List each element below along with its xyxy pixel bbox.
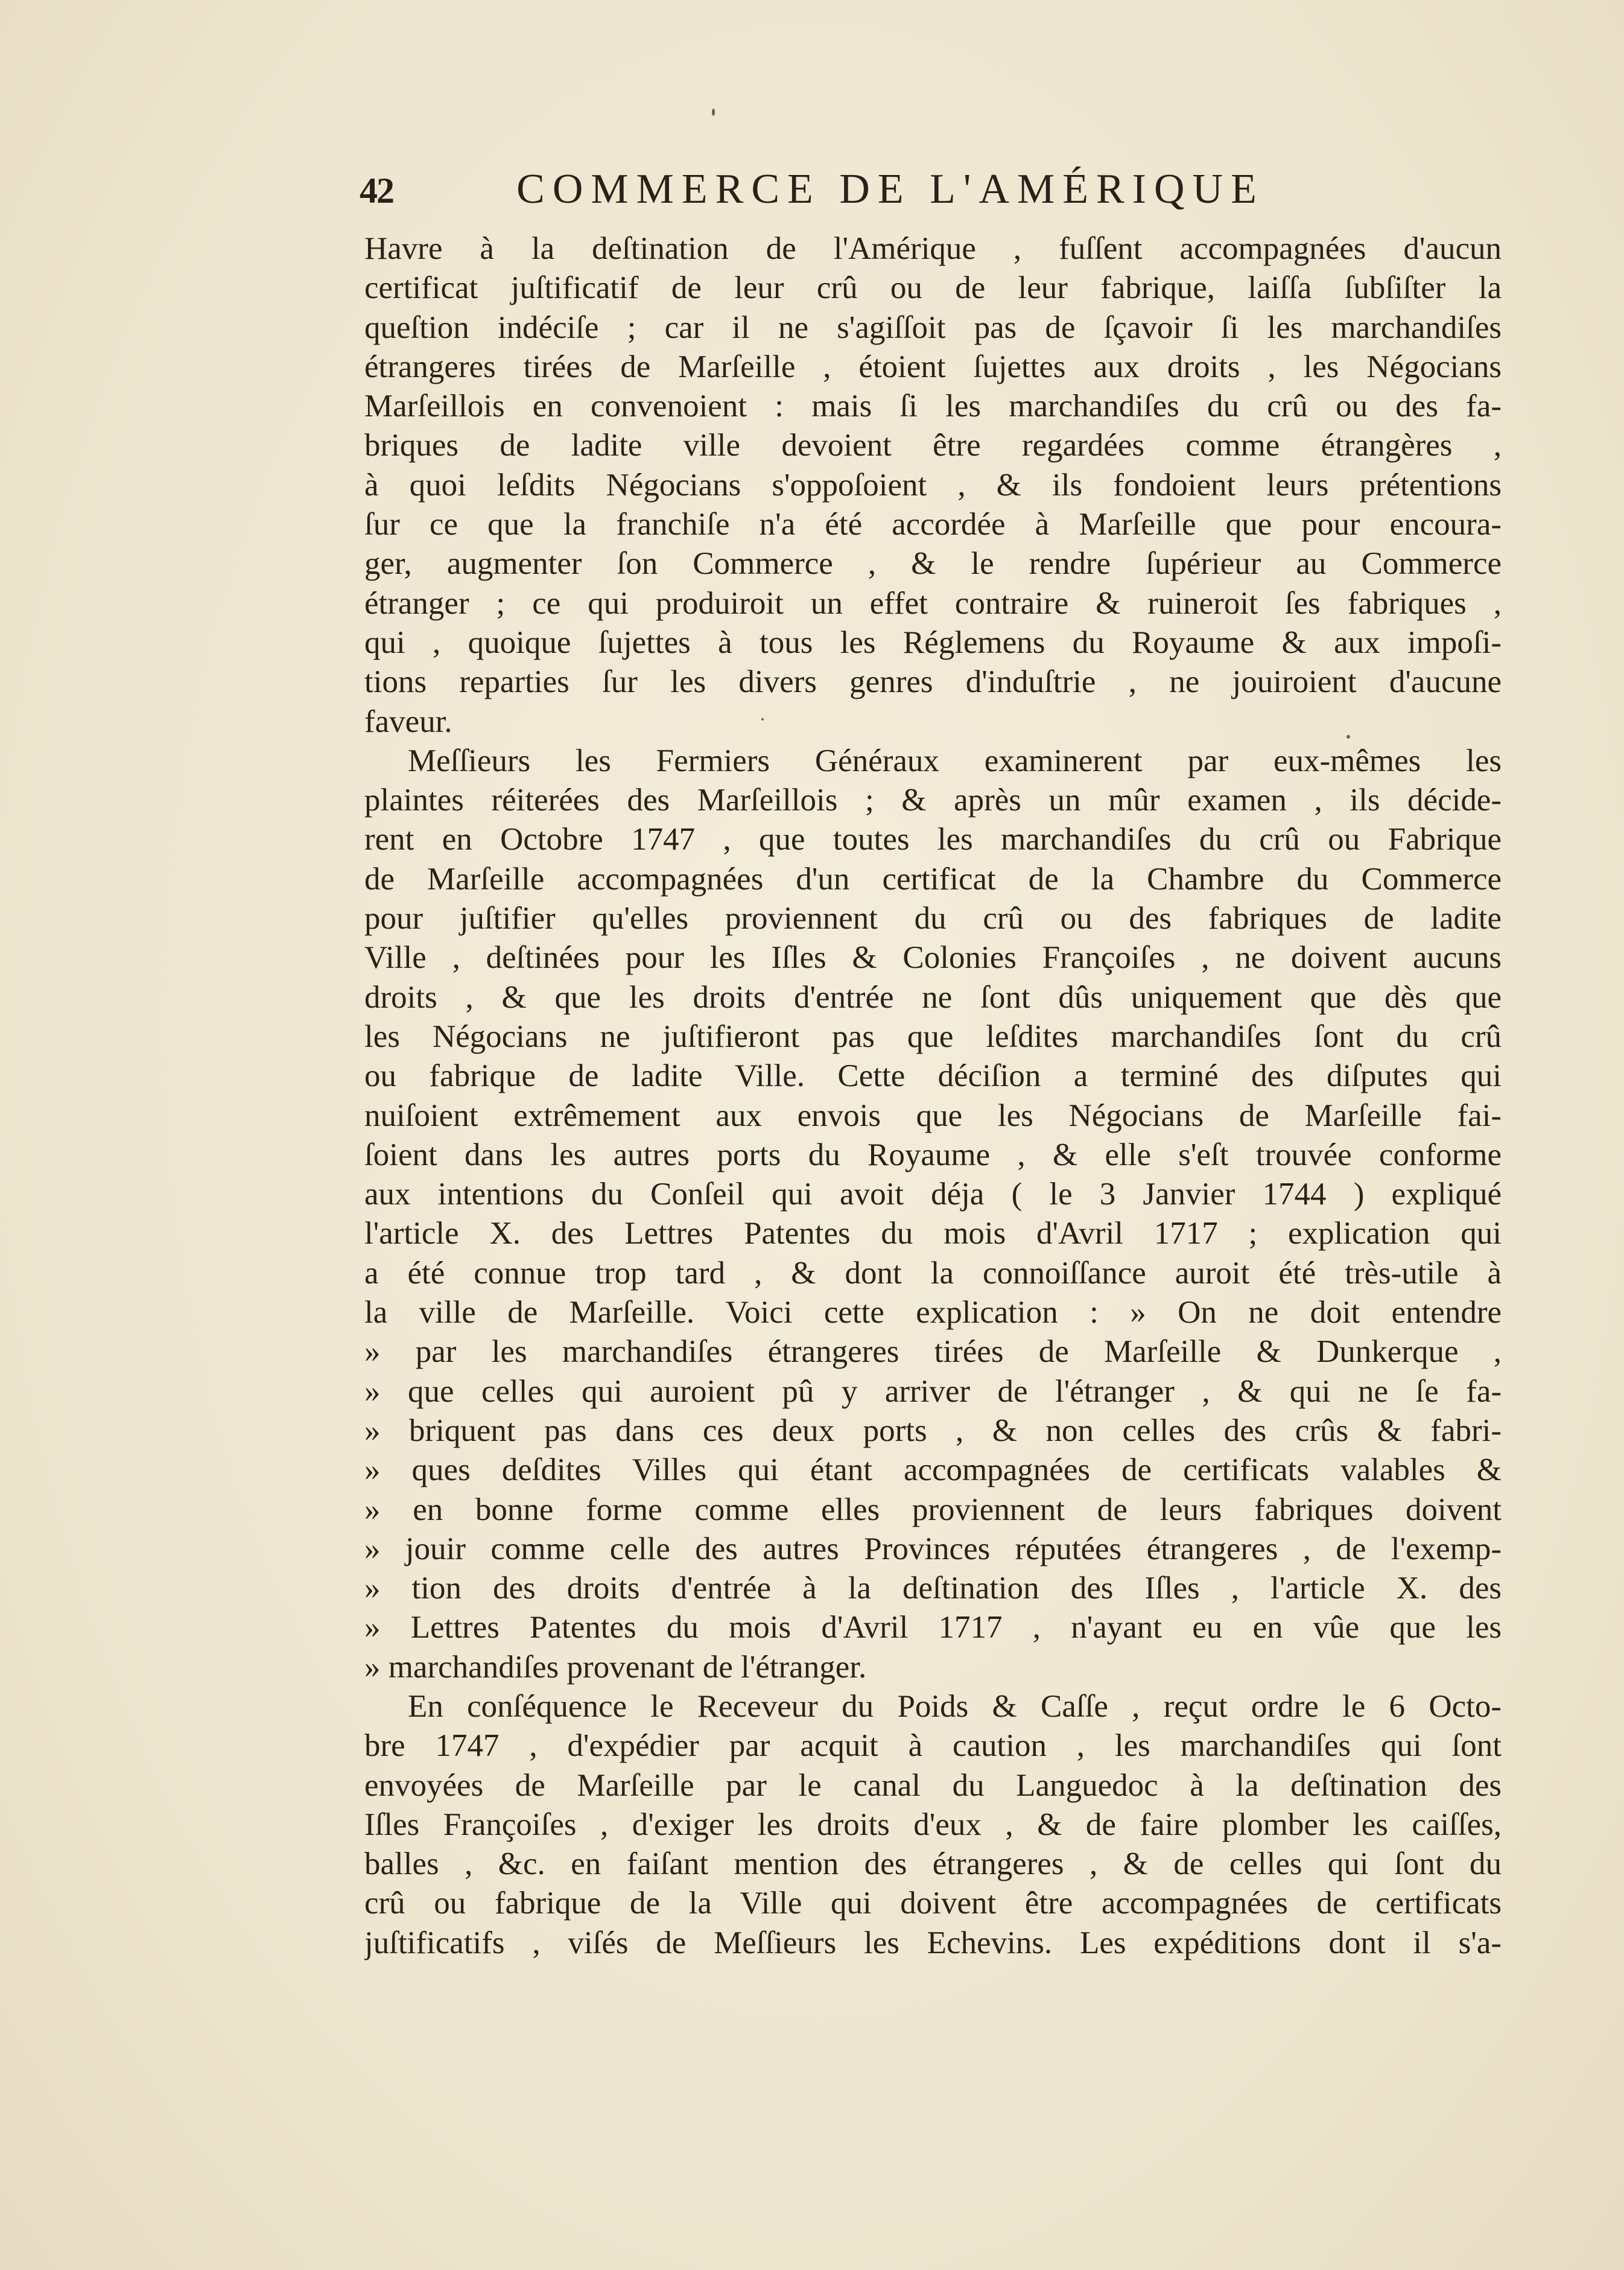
text-line: à quoi leſdits Négocians s'oppoſoient , & ils fondoient leurs prétentions xyxy=(364,467,1502,503)
text-line: Iſles Françoiſes , d'exiger les droits d'eux , & de faire plomber les caiſſes, xyxy=(364,1807,1502,1842)
text-line: ger, augmenter ſon Commerce , & le rendre ſupérieur au Commerce xyxy=(364,546,1502,582)
text-line: étrangeres tirées de Marſeille , étoient ſujettes aux droits , les Négocians xyxy=(364,349,1502,384)
text-line: Marſeillois en convenoient : mais ſi les marchandiſes du crû ou des fa- xyxy=(364,389,1502,424)
text-line: » par les marchandiſes étrangeres tirées de Marſeille & Dunkerque , xyxy=(364,1334,1502,1370)
text-line: faveur. xyxy=(364,704,452,739)
text-line: » tion des droits d'entrée à la deſtination des Iſles , l'article X. des xyxy=(364,1571,1502,1606)
text-line: crû ou fabrique de la Ville qui doivent être accompagnées de certificats xyxy=(364,1886,1502,1921)
text-line: » marchandiſes provenant de l'étranger. xyxy=(364,1649,867,1685)
text-line: envoyées de Marſeille par le canal du Languedoc à la deſtination des xyxy=(364,1767,1502,1803)
text-line: queſtion indéciſe ; car il ne s'agiſſoit pas de ſçavoir ſi les marchandiſes xyxy=(364,310,1502,345)
body-text xyxy=(364,229,1502,1963)
text-line: » Lettres Patentes du mois d'Avril 1717 , n'ayant eu en vûe que les xyxy=(364,1610,1502,1645)
text-line: pour juſtifier qu'elles proviennent du crû ou des fabriques de ladite xyxy=(364,901,1502,936)
text-line: ſoient dans les autres ports du Royaume , & elle s'eſt trouvée conforme xyxy=(364,1137,1502,1172)
text-line: ou fabrique de ladite Ville. Cette déciſion a terminé des diſputes qui xyxy=(364,1058,1502,1094)
text-line: ſur ce que la franchiſe n'a été accordée à Marſeille que pour encoura- xyxy=(364,507,1502,542)
text-line: juſtificatifs , viſés de Meſſieurs les Echevins. Les expéditions dont il s'a- xyxy=(364,1925,1502,1960)
page-number: 42 xyxy=(360,171,393,211)
paper-speck xyxy=(761,718,764,720)
running-title: COMMERCE DE L'AMÉRIQUE xyxy=(516,166,1264,212)
text-line: » en bonne forme comme elles proviennent de leurs fabriques doivent xyxy=(364,1492,1502,1527)
text-line: balles , &c. en faiſant mention des étrangeres , & de celles qui ſont du xyxy=(364,1846,1502,1882)
text-line: Ville , deſtinées pour les Iſles & Colonies Françoiſes , ne doivent aucuns xyxy=(364,940,1502,976)
text-line: tions reparties ſur les divers genres d'induſtrie , ne jouiroient d'aucune xyxy=(364,664,1502,700)
text-line: droits , & que les droits d'entrée ne ſont dûs uniquement que dès que xyxy=(364,979,1502,1015)
text-line: » briquent pas dans ces deux ports , & non celles des crûs & fabri- xyxy=(364,1413,1502,1448)
text-line: » ques deſdites Villes qui étant accompagnées de certificats valables & xyxy=(364,1452,1502,1488)
text-line: » jouir comme celle des autres Provinces réputées étrangeres , de l'exemp- xyxy=(364,1531,1502,1566)
paper-speck xyxy=(712,109,715,116)
text-line: a été connue trop tard , & dont la connoiſſance auroit été très-utile à xyxy=(364,1255,1502,1291)
text-line: l'article X. des Lettres Patentes du mois d'Avril 1717 ; explication qui xyxy=(364,1216,1502,1251)
text-line: Meſſieurs les Fermiers Généraux examinerent par eux-mêmes les xyxy=(408,743,1502,778)
text-line: certificat juſtificatif de leur crû ou de leur fabrique, laiſſa ſubſiſter la xyxy=(364,270,1502,306)
text-line: plaintes réiterées des Marſeillois ; & après un mûr examen , ils décide- xyxy=(364,783,1502,818)
text-line: étranger ; ce qui produiroit un effet contraire & ruineroit ſes fabriques , xyxy=(364,585,1502,621)
text-line: de Marſeille accompagnées d'un certificat de la Chambre du Commerce xyxy=(364,861,1502,897)
text-line: » que celles qui auroient pû y arriver de l'étranger , & qui ne ſe fa- xyxy=(364,1373,1502,1409)
text-line: rent en Octobre 1747 , que toutes les marchandiſes du crû ou Fabrique xyxy=(364,822,1502,857)
paper-speck xyxy=(1346,735,1350,739)
text-line: aux intentions du Conſeil qui avoit déja ( le 3 Janvier 1744 ) expliqué xyxy=(364,1177,1502,1212)
text-line: la ville de Marſeille. Voici cette explication : » On ne doit entendre xyxy=(364,1295,1502,1331)
text-line: qui , quoique ſujettes à tous les Réglemens du Royaume & aux impoſi- xyxy=(364,625,1502,660)
text-line: En conſéquence le Receveur du Poids & Caſſe , reçut ordre le 6 Octo- xyxy=(408,1688,1502,1724)
page-header xyxy=(360,158,1361,224)
text-line: bre 1747 , d'expédier par acquit à caution , les marchandiſes qui ſont xyxy=(364,1728,1502,1764)
text-line: Havre à la deſtination de l'Amérique , fuſſent accompagnées d'aucun xyxy=(364,231,1502,266)
text-line: les Négocians ne juſtifieront pas que leſdites marchandiſes ſont du crû xyxy=(364,1019,1502,1054)
text-line: briques de ladite ville devoient être regardées comme étrangères , xyxy=(364,428,1502,463)
text-line: nuiſoient extrêmement aux envois que les Négocians de Marſeille fai- xyxy=(364,1098,1502,1133)
